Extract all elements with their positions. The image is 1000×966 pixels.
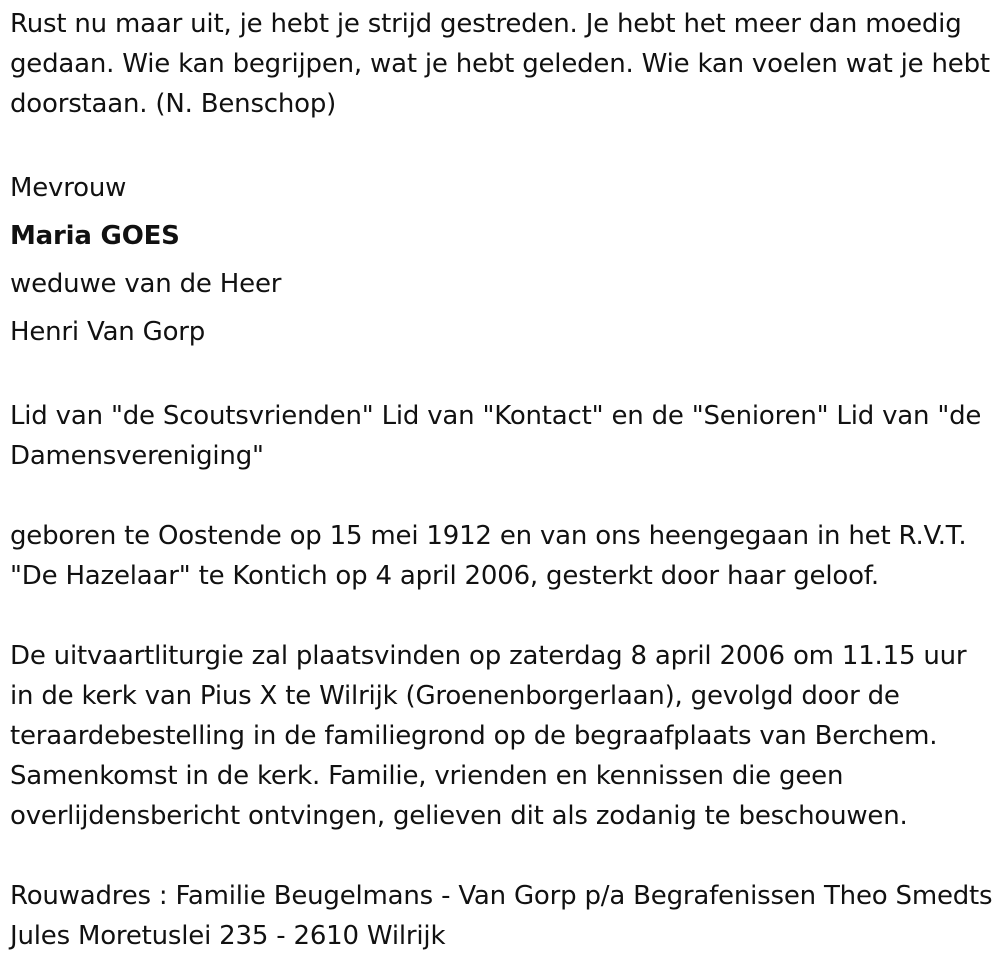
quote-paragraph: Rust nu maar uit, je hebt je strijd gestreden. Je hebt het meer dan moedig gedaan. Wie kan begrijpen, wat je hebt geleden. Wie kan voelen wat je hebt doorstaan. (N. Benschop) — [10, 9, 990, 119]
birth-death-paragraph: geboren te Oostende op 15 mei 1912 en van ons heengegaan in het R.V.T. "De Hazelaar" te Kontich op 4 april 2006, gesterkt door haar geloof. — [10, 521, 967, 591]
deceased-name: Maria GOES — [10, 221, 180, 251]
address-paragraph: Rouwadres : Familie Beugelmans - Van Gorp p/a Begrafenissen Theo Smedts Jules Moretuslei 235 - 2610 Wilrijk — [10, 881, 993, 951]
spacer — [10, 596, 995, 636]
obituary-document — [10, 4, 995, 956]
funeral-paragraph: De uitvaartliturgie zal plaatsvinden op zaterdag 8 april 2006 om 11.15 uur in de kerk van Pius X te Wilrijk (Groenenborgerlaan), gevolgd door de teraardebestelling in de familiegrond op de begraafplaats van Berchem. Samenkomst in de kerk. Familie, vrienden en kennissen die geen overlijdensbericht ontvingen, gelieven dit als zodanig te beschouwen. — [10, 641, 967, 831]
spouse-name: Henri Van Gorp — [10, 317, 206, 347]
widow-line: weduwe van de Heer — [10, 269, 282, 299]
spacer — [10, 836, 995, 876]
spacer — [10, 476, 995, 516]
spacer — [10, 124, 995, 164]
salutation: Mevrouw — [10, 173, 127, 203]
memberships-paragraph: Lid van "de Scoutsvrienden" Lid van "Kontact" en de "Senioren" Lid van "de Damensvereniging" — [10, 401, 982, 471]
spacer — [10, 356, 995, 396]
